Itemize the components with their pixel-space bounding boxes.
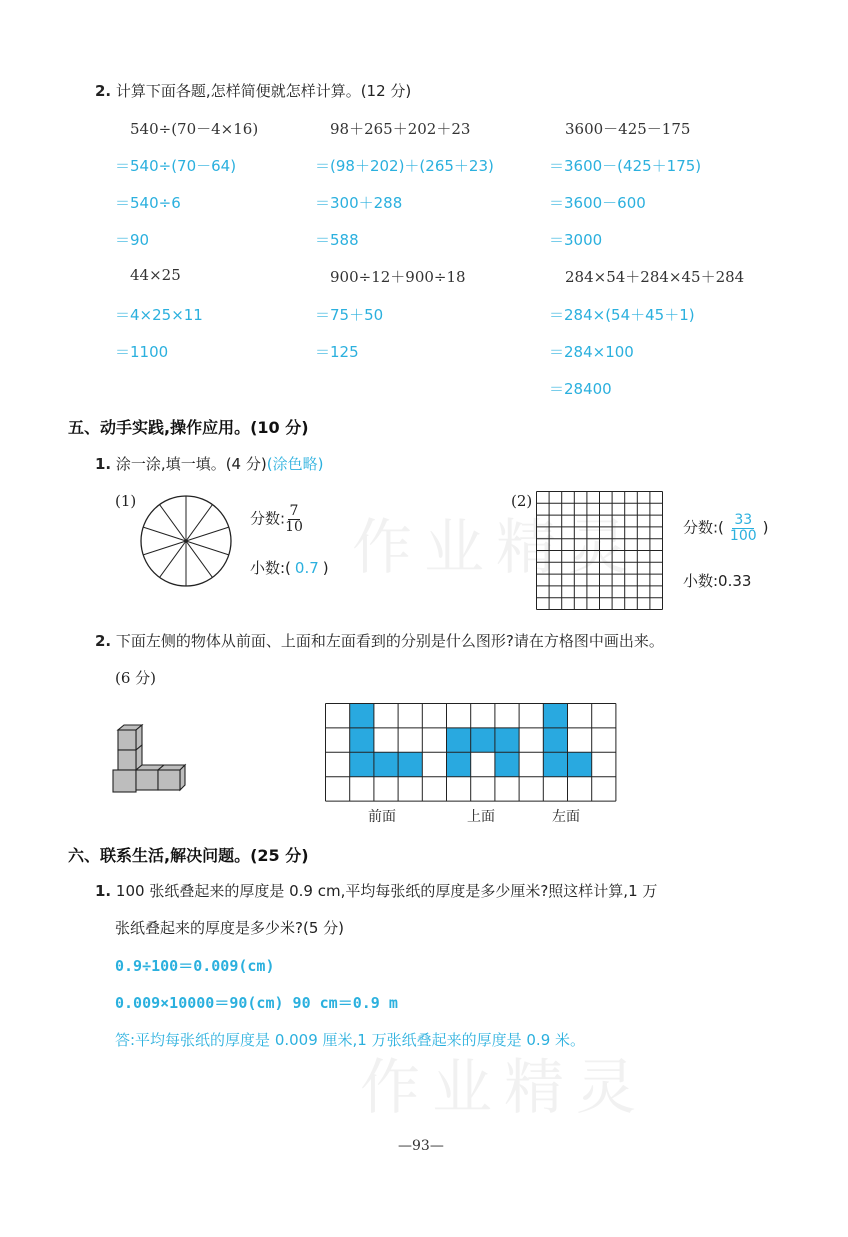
watermark-bottom: 作业精灵 [360,1053,648,1123]
p1-frac-denominator: 10 [285,518,303,535]
part-1-decimal: 小数:( 0.7 ) [250,559,329,577]
part-2-fraction: 分数:( $\frac{33}{100}$ ) [683,512,769,544]
problem-6: 284×54＋284×45＋284 [565,268,745,286]
s5-question-2-points: (6 分) [115,669,157,687]
answer-4-step-1: ＝4×25×11 [115,306,203,324]
s5-question-2: 2. 下面左侧的物体从前面、上面和左面看到的分别是什么图形?请在方格图中画出来。 [95,632,664,650]
answer-2-step-2: ＝300＋288 [315,194,403,212]
answer-4-step-2: ＝1100 [115,343,169,361]
shaded-cell [350,728,374,752]
hundred-square-grid [536,491,664,611]
answer-6-step-3: ＝28400 [549,380,612,398]
s6-answer-line-1: 0.9÷100＝0.009(cm) [115,957,275,975]
shaded-cell [471,728,495,752]
problem-4: 44×25 [130,266,181,284]
answer-6-step-2: ＝284×100 [549,343,634,361]
shaded-cell [447,752,471,776]
answer-3-step-1: ＝3600－(425＋175) [549,157,702,175]
part-1-fraction: 分数: $\frac{7}{10}$ [250,503,303,535]
answer-5-step-2: ＝125 [315,343,359,361]
view-label-top: 上面 [467,809,495,825]
answer-5-step-1: ＝75＋50 [315,306,384,324]
p1-decimal-answer: 0.7 [294,559,319,577]
s6-answer-line-3: 答:平均每张纸的厚度是 0.009 厘米,1 万张纸叠起来的厚度是 0.9 米。 [115,1031,586,1049]
shaded-cell [543,728,567,752]
part-2-label: (2) [511,492,533,510]
answer-2-step-1: ＝(98＋202)＋(265＋23) [315,157,494,175]
p2-frac-numerator: 33 [734,512,753,528]
answer-1-step-2: ＝540÷6 [115,194,181,212]
view-label-front: 前面 [368,809,396,825]
s6-answer-line-2: 0.009×10000＝90(cm) 90 cm＝0.9 m [115,994,398,1012]
p2-frac-denominator: 100 [729,527,757,544]
circle-divided-into-ten [138,493,234,589]
problem-5: 900÷12＋900÷18 [330,268,466,286]
s6-question-1-line1: 1. 100 张纸叠起来的厚度是 0.9 cm,平均每张纸的厚度是多少厘米?照这样计算,1 万 [95,882,658,900]
views-answer-grid [325,703,617,803]
answer-2-step-3: ＝588 [315,231,359,249]
shaded-cell [568,752,592,776]
part-2-decimal: 小数:0.33 [683,572,752,590]
watermark-top: 作业精灵 [352,513,640,583]
page-number: —93— [398,1138,444,1154]
part-1-label: (1) [115,492,137,510]
shaded-cell [350,704,374,728]
answer-3-step-3: ＝3000 [549,231,603,249]
answer-1-step-3: ＝90 [115,231,150,249]
shaded-cell [447,728,471,752]
shaded-cell [543,704,567,728]
shaded-cell [398,752,422,776]
s5-q1-answer: (涂色略) [266,455,324,473]
answer-6-step-1: ＝284×(54＋45＋1) [549,306,695,324]
shaded-cell [543,752,567,776]
answer-1-step-1: ＝540÷(70－64) [115,157,237,175]
problem-3: 3600－425－175 [565,120,691,138]
problem-2: 98＋265＋202＋23 [330,120,471,138]
s6-question-1-line2: 张纸叠起来的厚度是多少米?(5 分) [115,919,344,937]
view-label-left: 左面 [552,809,580,825]
section-5-title: 五、动手实践,操作应用。(10 分) [68,418,309,437]
shaded-cell [495,728,519,752]
shaded-cell [495,752,519,776]
problem-1: 540÷(70－4×16) [130,120,259,138]
cube-stack-figure [108,724,188,804]
answer-3-step-2: ＝3600－600 [549,194,646,212]
shaded-cell [374,752,398,776]
question-2-title: 2. 计算下面各题,怎样简便就怎样计算。(12 分) [95,82,412,100]
section-6-title: 六、联系生活,解决问题。(25 分) [68,846,309,865]
shaded-cell [350,752,374,776]
p1-frac-numerator: 7 [289,503,299,519]
s5-question-1: 1. 涂一涂,填一填。(4 分)(涂色略) [95,455,324,473]
